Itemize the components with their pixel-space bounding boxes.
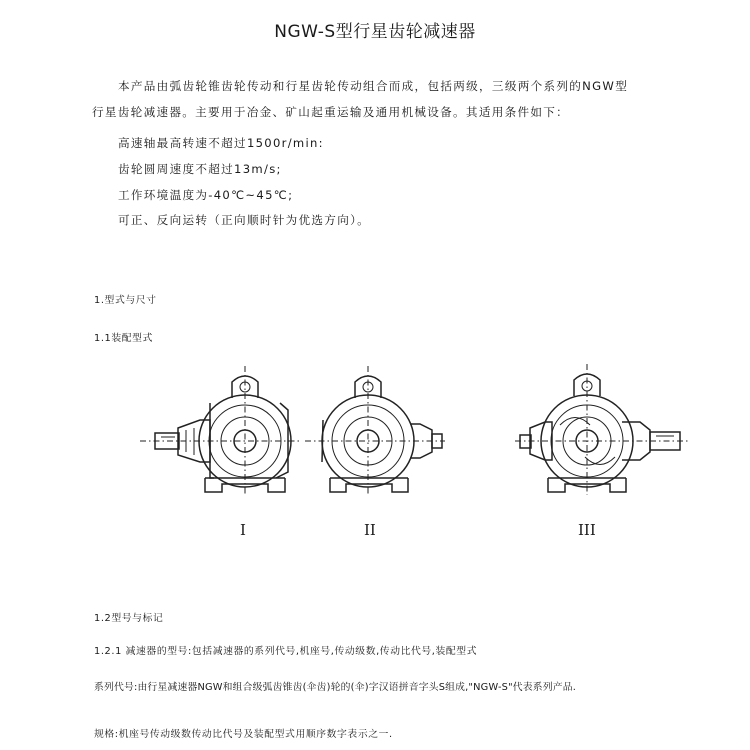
assembly-type-3-label: III bbox=[578, 521, 596, 539]
series-code-text: 系列代号:由行星减速器NGW和组合级弧齿锥齿(伞齿)轮的(伞)字汉语拼音字头S组成,"NGW-S"代表系列产品. bbox=[94, 682, 577, 693]
section-1-heading: 1.型式与尺寸 bbox=[94, 295, 157, 306]
intro-line-2: 行星齿轮减速器。主要用于冶金、矿山起重运输及通用机械设备。其适用条件如下： bbox=[92, 105, 570, 119]
page-title: NGW-S型行星齿轮减速器 bbox=[274, 22, 476, 42]
section-1-1-heading: 1.1装配型式 bbox=[94, 333, 153, 344]
section-1-2-1-text: 1.2.1 减速器的型号:包括减速器的系列代号,机座号,传动级数,传动比代号,装配型式 bbox=[94, 646, 478, 657]
assembly-type-1-label: I bbox=[240, 521, 246, 539]
intro-line-1: 本产品由弧齿轮锥齿轮传动和行星齿轮传动组合而成，包括两级，三级两个系列的NGW型 bbox=[118, 79, 629, 93]
condition-rotation: 可正、反向运转（正向顺时针为优选方向）。 bbox=[118, 213, 371, 227]
condition-temperature: 工作环境温度为-40℃~45℃; bbox=[118, 188, 294, 202]
spec-text: 规格:机座号传动级数传动比代号及装配型式用顺序数字表示之一. bbox=[94, 729, 393, 740]
assembly-type-2-drawing bbox=[305, 366, 445, 495]
assembly-type-2-label: II bbox=[364, 521, 376, 539]
section-1-2-heading: 1.2型号与标记 bbox=[94, 613, 164, 624]
assembly-type-3-drawing bbox=[515, 364, 690, 495]
assembly-type-1-drawing bbox=[140, 366, 300, 495]
condition-circumferential-speed: 齿轮圆周速度不超过13m/s; bbox=[118, 162, 282, 176]
condition-speed: 高速轴最高转速不超过1500r/min: bbox=[118, 136, 324, 150]
